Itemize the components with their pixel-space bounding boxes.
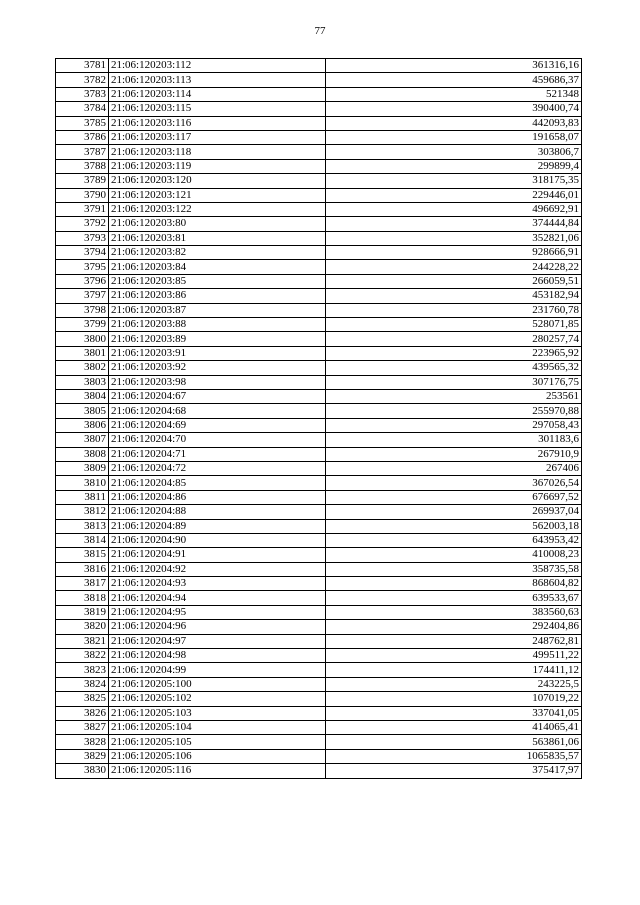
row-number-cell: 3828 bbox=[56, 735, 109, 749]
cadastral-value-cell: 639533,67 bbox=[326, 591, 582, 605]
row-number-cell: 3785 bbox=[56, 116, 109, 130]
table-row bbox=[56, 706, 582, 720]
row-number-cell: 3807 bbox=[56, 433, 109, 447]
table-row bbox=[56, 634, 582, 648]
cadastral-number-cell: 21:06:120203:121 bbox=[109, 188, 326, 202]
row-number-cell: 3830 bbox=[56, 764, 109, 778]
row-number-cell: 3809 bbox=[56, 461, 109, 475]
row-number-cell: 3817 bbox=[56, 577, 109, 591]
cadastral-value-cell: 299899,4 bbox=[326, 159, 582, 173]
cadastral-number-cell: 21:06:120203:80 bbox=[109, 217, 326, 231]
row-number-cell: 3816 bbox=[56, 562, 109, 576]
cadastral-value-cell: 191658,07 bbox=[326, 130, 582, 144]
cadastral-value-cell: 269937,04 bbox=[326, 505, 582, 519]
cadastral-value-cell: 676697,52 bbox=[326, 490, 582, 504]
table-row bbox=[56, 490, 582, 504]
cadastral-number-cell: 21:06:120203:98 bbox=[109, 375, 326, 389]
cadastral-number-cell: 21:06:120203:115 bbox=[109, 102, 326, 116]
row-number-cell: 3799 bbox=[56, 318, 109, 332]
row-number-cell: 3814 bbox=[56, 533, 109, 547]
cadastral-value-cell: 303806,7 bbox=[326, 145, 582, 159]
cadastral-number-cell: 21:06:120205:102 bbox=[109, 692, 326, 706]
cadastral-number-cell: 21:06:120203:118 bbox=[109, 145, 326, 159]
row-number-cell: 3781 bbox=[56, 59, 109, 73]
row-number-cell: 3815 bbox=[56, 548, 109, 562]
cadastral-value-cell: 374444,84 bbox=[326, 217, 582, 231]
row-number-cell: 3789 bbox=[56, 174, 109, 188]
table-row bbox=[56, 548, 582, 562]
table-row bbox=[56, 605, 582, 619]
cadastral-value-cell: 307176,75 bbox=[326, 375, 582, 389]
cadastral-number-cell: 21:06:120204:99 bbox=[109, 663, 326, 677]
cadastral-number-cell: 21:06:120204:91 bbox=[109, 548, 326, 562]
cadastral-value-cell: 1065835,57 bbox=[326, 749, 582, 763]
cadastral-value-cell: 280257,74 bbox=[326, 332, 582, 346]
row-number-cell: 3825 bbox=[56, 692, 109, 706]
row-number-cell: 3797 bbox=[56, 289, 109, 303]
cadastral-number-cell: 21:06:120203:87 bbox=[109, 303, 326, 317]
row-number-cell: 3795 bbox=[56, 260, 109, 274]
table-row bbox=[56, 519, 582, 533]
cadastral-number-cell: 21:06:120204:96 bbox=[109, 620, 326, 634]
table-row bbox=[56, 159, 582, 173]
row-number-cell: 3792 bbox=[56, 217, 109, 231]
table-row bbox=[56, 231, 582, 245]
cadastral-number-cell: 21:06:120203:119 bbox=[109, 159, 326, 173]
table-row bbox=[56, 361, 582, 375]
cadastral-value-cell: 267910,9 bbox=[326, 447, 582, 461]
cadastral-value-table bbox=[55, 58, 582, 779]
table-row bbox=[56, 476, 582, 490]
table-body bbox=[56, 59, 582, 779]
row-number-cell: 3791 bbox=[56, 202, 109, 216]
table-row bbox=[56, 461, 582, 475]
cadastral-value-cell: 928666,91 bbox=[326, 246, 582, 260]
table-row bbox=[56, 102, 582, 116]
cadastral-number-cell: 21:06:120203:116 bbox=[109, 116, 326, 130]
cadastral-value-cell: 297058,43 bbox=[326, 418, 582, 432]
row-number-cell: 3820 bbox=[56, 620, 109, 634]
row-number-cell: 3818 bbox=[56, 591, 109, 605]
cadastral-number-cell: 21:06:120203:82 bbox=[109, 246, 326, 260]
cadastral-number-cell: 21:06:120204:92 bbox=[109, 562, 326, 576]
row-number-cell: 3783 bbox=[56, 87, 109, 101]
table-row bbox=[56, 246, 582, 260]
table-row bbox=[56, 217, 582, 231]
row-number-cell: 3801 bbox=[56, 346, 109, 360]
table-row bbox=[56, 749, 582, 763]
table-row bbox=[56, 332, 582, 346]
cadastral-number-cell: 21:06:120203:86 bbox=[109, 289, 326, 303]
table-row bbox=[56, 202, 582, 216]
table-row bbox=[56, 677, 582, 691]
cadastral-number-cell: 21:06:120205:100 bbox=[109, 677, 326, 691]
table-row bbox=[56, 591, 582, 605]
table-row bbox=[56, 59, 582, 73]
cadastral-value-cell: 521348 bbox=[326, 87, 582, 101]
table-row bbox=[56, 663, 582, 677]
cadastral-value-cell: 352821,06 bbox=[326, 231, 582, 245]
cadastral-value-cell: 410008,23 bbox=[326, 548, 582, 562]
table-row bbox=[56, 418, 582, 432]
row-number-cell: 3793 bbox=[56, 231, 109, 245]
row-number-cell: 3827 bbox=[56, 720, 109, 734]
cadastral-value-cell: 528071,85 bbox=[326, 318, 582, 332]
table-row bbox=[56, 303, 582, 317]
cadastral-number-cell: 21:06:120203:85 bbox=[109, 274, 326, 288]
cadastral-value-cell: 223965,92 bbox=[326, 346, 582, 360]
table-row bbox=[56, 318, 582, 332]
cadastral-number-cell: 21:06:120203:112 bbox=[109, 59, 326, 73]
row-number-cell: 3822 bbox=[56, 649, 109, 663]
table-row bbox=[56, 533, 582, 547]
row-number-cell: 3784 bbox=[56, 102, 109, 116]
cadastral-value-cell: 318175,35 bbox=[326, 174, 582, 188]
table-row bbox=[56, 375, 582, 389]
row-number-cell: 3786 bbox=[56, 130, 109, 144]
row-number-cell: 3796 bbox=[56, 274, 109, 288]
cadastral-value-cell: 174411,12 bbox=[326, 663, 582, 677]
row-number-cell: 3790 bbox=[56, 188, 109, 202]
cadastral-value-cell: 229446,01 bbox=[326, 188, 582, 202]
cadastral-value-cell: 255970,88 bbox=[326, 404, 582, 418]
cadastral-value-cell: 390400,74 bbox=[326, 102, 582, 116]
cadastral-number-cell: 21:06:120204:94 bbox=[109, 591, 326, 605]
cadastral-number-cell: 21:06:120204:95 bbox=[109, 605, 326, 619]
table-row bbox=[56, 562, 582, 576]
row-number-cell: 3811 bbox=[56, 490, 109, 504]
cadastral-value-cell: 266059,51 bbox=[326, 274, 582, 288]
row-number-cell: 3812 bbox=[56, 505, 109, 519]
table-row bbox=[56, 260, 582, 274]
row-number-cell: 3788 bbox=[56, 159, 109, 173]
row-number-cell: 3794 bbox=[56, 246, 109, 260]
row-number-cell: 3800 bbox=[56, 332, 109, 346]
cadastral-value-cell: 868604,82 bbox=[326, 577, 582, 591]
row-number-cell: 3803 bbox=[56, 375, 109, 389]
cadastral-value-cell: 337041,05 bbox=[326, 706, 582, 720]
table-row bbox=[56, 649, 582, 663]
row-number-cell: 3826 bbox=[56, 706, 109, 720]
cadastral-number-cell: 21:06:120203:91 bbox=[109, 346, 326, 360]
table-row bbox=[56, 130, 582, 144]
cadastral-value-cell: 248762,81 bbox=[326, 634, 582, 648]
table-row bbox=[56, 620, 582, 634]
table-row bbox=[56, 404, 582, 418]
table-row bbox=[56, 188, 582, 202]
cadastral-number-cell: 21:06:120204:68 bbox=[109, 404, 326, 418]
table-row bbox=[56, 764, 582, 778]
cadastral-number-cell: 21:06:120203:120 bbox=[109, 174, 326, 188]
cadastral-number-cell: 21:06:120205:116 bbox=[109, 764, 326, 778]
cadastral-value-cell: 496692,91 bbox=[326, 202, 582, 216]
cadastral-value-cell: 243225,5 bbox=[326, 677, 582, 691]
row-number-cell: 3829 bbox=[56, 749, 109, 763]
cadastral-value-cell: 231760,78 bbox=[326, 303, 582, 317]
row-number-cell: 3787 bbox=[56, 145, 109, 159]
cadastral-number-cell: 21:06:120203:114 bbox=[109, 87, 326, 101]
cadastral-value-cell: 414065,41 bbox=[326, 720, 582, 734]
cadastral-number-cell: 21:06:120204:97 bbox=[109, 634, 326, 648]
cadastral-number-cell: 21:06:120205:104 bbox=[109, 720, 326, 734]
cadastral-number-cell: 21:06:120204:98 bbox=[109, 649, 326, 663]
cadastral-number-cell: 21:06:120203:84 bbox=[109, 260, 326, 274]
table-row bbox=[56, 145, 582, 159]
cadastral-value-cell: 499511,22 bbox=[326, 649, 582, 663]
table-row bbox=[56, 73, 582, 87]
row-number-cell: 3805 bbox=[56, 404, 109, 418]
table-row bbox=[56, 577, 582, 591]
cadastral-number-cell: 21:06:120204:89 bbox=[109, 519, 326, 533]
row-number-cell: 3782 bbox=[56, 73, 109, 87]
table-row bbox=[56, 735, 582, 749]
row-number-cell: 3806 bbox=[56, 418, 109, 432]
cadastral-value-cell: 383560,63 bbox=[326, 605, 582, 619]
table-row bbox=[56, 433, 582, 447]
table-row bbox=[56, 174, 582, 188]
cadastral-value-cell: 244228,22 bbox=[326, 260, 582, 274]
cadastral-number-cell: 21:06:120204:70 bbox=[109, 433, 326, 447]
row-number-cell: 3804 bbox=[56, 389, 109, 403]
row-number-cell: 3819 bbox=[56, 605, 109, 619]
cadastral-number-cell: 21:06:120204:88 bbox=[109, 505, 326, 519]
row-number-cell: 3824 bbox=[56, 677, 109, 691]
cadastral-value-cell: 643953,42 bbox=[326, 533, 582, 547]
cadastral-number-cell: 21:06:120203:113 bbox=[109, 73, 326, 87]
cadastral-number-cell: 21:06:120205:103 bbox=[109, 706, 326, 720]
table-row bbox=[56, 692, 582, 706]
cadastral-number-cell: 21:06:120204:86 bbox=[109, 490, 326, 504]
row-number-cell: 3810 bbox=[56, 476, 109, 490]
cadastral-number-cell: 21:06:120204:90 bbox=[109, 533, 326, 547]
row-number-cell: 3798 bbox=[56, 303, 109, 317]
row-number-cell: 3821 bbox=[56, 634, 109, 648]
table-row bbox=[56, 289, 582, 303]
cadastral-value-cell: 361316,16 bbox=[326, 59, 582, 73]
cadastral-value-cell: 107019,22 bbox=[326, 692, 582, 706]
cadastral-number-cell: 21:06:120203:117 bbox=[109, 130, 326, 144]
cadastral-number-cell: 21:06:120203:89 bbox=[109, 332, 326, 346]
table-row bbox=[56, 720, 582, 734]
row-number-cell: 3823 bbox=[56, 663, 109, 677]
cadastral-value-cell: 267406 bbox=[326, 461, 582, 475]
cadastral-value-cell: 459686,37 bbox=[326, 73, 582, 87]
cadastral-number-cell: 21:06:120203:81 bbox=[109, 231, 326, 245]
cadastral-number-cell: 21:06:120204:72 bbox=[109, 461, 326, 475]
cadastral-number-cell: 21:06:120204:67 bbox=[109, 389, 326, 403]
row-number-cell: 3813 bbox=[56, 519, 109, 533]
row-number-cell: 3808 bbox=[56, 447, 109, 461]
cadastral-number-cell: 21:06:120203:92 bbox=[109, 361, 326, 375]
table-row bbox=[56, 389, 582, 403]
table-row bbox=[56, 447, 582, 461]
cadastral-number-cell: 21:06:120205:105 bbox=[109, 735, 326, 749]
cadastral-value-cell: 253561 bbox=[326, 389, 582, 403]
cadastral-value-cell: 358735,58 bbox=[326, 562, 582, 576]
cadastral-number-cell: 21:06:120204:71 bbox=[109, 447, 326, 461]
cadastral-value-cell: 442093,83 bbox=[326, 116, 582, 130]
cadastral-number-cell: 21:06:120204:85 bbox=[109, 476, 326, 490]
cadastral-value-cell: 301183,6 bbox=[326, 433, 582, 447]
table-row bbox=[56, 116, 582, 130]
cadastral-value-cell: 292404,86 bbox=[326, 620, 582, 634]
cadastral-number-cell: 21:06:120204:69 bbox=[109, 418, 326, 432]
cadastral-value-cell: 367026,54 bbox=[326, 476, 582, 490]
cadastral-number-cell: 21:06:120203:122 bbox=[109, 202, 326, 216]
table-row bbox=[56, 274, 582, 288]
table-row bbox=[56, 505, 582, 519]
table-row bbox=[56, 87, 582, 101]
table-row bbox=[56, 346, 582, 360]
page-number: 77 bbox=[314, 25, 326, 37]
cadastral-number-cell: 21:06:120203:88 bbox=[109, 318, 326, 332]
cadastral-value-cell: 375417,97 bbox=[326, 764, 582, 778]
cadastral-value-cell: 563861,06 bbox=[326, 735, 582, 749]
row-number-cell: 3802 bbox=[56, 361, 109, 375]
cadastral-number-cell: 21:06:120205:106 bbox=[109, 749, 326, 763]
cadastral-value-cell: 453182,94 bbox=[326, 289, 582, 303]
cadastral-value-cell: 562003,18 bbox=[326, 519, 582, 533]
cadastral-value-cell: 439565,32 bbox=[326, 361, 582, 375]
cadastral-number-cell: 21:06:120204:93 bbox=[109, 577, 326, 591]
